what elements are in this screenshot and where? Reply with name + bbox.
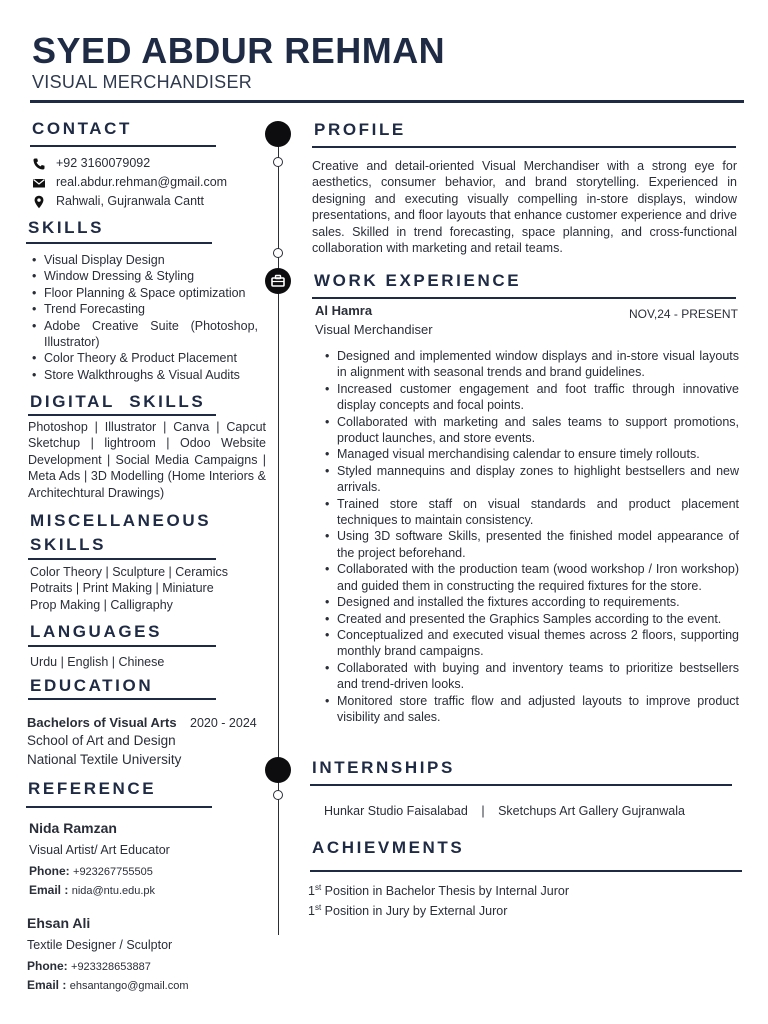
contact-location (32, 192, 227, 211)
timeline-dot-profile (265, 121, 291, 147)
internship-separator: | (481, 804, 485, 818)
reference-name: Nida Ramzan (29, 820, 117, 836)
contact-phone (32, 154, 227, 173)
header-divider (30, 100, 744, 103)
email-label: Email : (29, 883, 69, 897)
list-item: • Styled mannequins and display zones to highlight bestsellers and new arrivals. (323, 463, 739, 496)
timeline-dot-internships (265, 757, 291, 783)
list-item: • Monitored store traffic flow and adjusted layouts to improve product visibility and sales. (323, 693, 739, 726)
achievements-list (308, 880, 569, 919)
internships-heading: INTERNSHIPS (312, 758, 455, 777)
reference-email-address[interactable]: ehsantango@gmail.com (69, 980, 189, 992)
contact-email (32, 173, 227, 192)
internship-item: Hunkar Studio Faisalabad (324, 804, 468, 818)
misc-skills-divider (28, 558, 216, 560)
phone-icon (32, 157, 46, 171)
achievement-item: 1st Position in Bachelor Thesis by Internal Juror (308, 883, 569, 899)
reference-role: Visual Artist/ Art Educator (29, 843, 170, 857)
list-item: • Store Walkthroughs & Visual Audits (30, 367, 258, 383)
languages-heading: LANGUAGES (30, 622, 163, 641)
list-item: • Increased customer engagement and foot traffic through innovative display concepts and focal points. (323, 381, 739, 414)
list-item: • Floor Planning & Space optimization (30, 285, 258, 301)
reference-email (29, 883, 170, 897)
job-dates: NOV,24 - PRESENT (629, 307, 738, 321)
list-item: • Color Theory & Product Placement (30, 350, 258, 366)
skills-list (30, 252, 258, 383)
reference-divider (26, 806, 212, 808)
reference-role: Textile Designer / Sculptor (27, 938, 173, 952)
list-item: • Collaborated with buying and inventory teams to prioritize bestsellers and trend-driven looks. (323, 660, 739, 693)
work-experience-divider (312, 297, 736, 299)
timeline-ring (273, 790, 283, 800)
internship-item: Sketchups Art Gallery Gujranwala (498, 804, 685, 818)
timeline-ring (273, 157, 283, 167)
list-item: • Created and presented the Graphics Samples according to the event. (323, 611, 739, 627)
email-label: Email : (27, 978, 67, 992)
list-item: • Collaborated with marketing and sales teams to support promotions, product launches, and store events. (323, 414, 739, 447)
languages-divider (28, 645, 216, 647)
education-divider (28, 698, 216, 700)
education-university: National Textile University (27, 752, 182, 767)
list-item: • Designed and implemented window displays and in-store visual layouts in alignment with seasonal trends and brand guidelines. (323, 348, 739, 381)
list-item: • Adobe Creative Suite (Photoshop, Illustrator) (30, 318, 258, 351)
work-experience-heading: WORK EXPERIENCE (314, 271, 522, 290)
phone-label: Phone: (29, 864, 70, 878)
list-item: • Trained store staff on visual standards and product placement techniques to maintain consistency. (323, 496, 739, 529)
job-position: Visual Merchandiser (315, 322, 433, 337)
company-name: Al Hamra (315, 303, 373, 318)
profile-divider (312, 146, 736, 148)
languages-text: Urdu | English | Chinese (30, 655, 165, 669)
reference-phone (27, 959, 189, 973)
list-item: • Window Dressing & Styling (30, 268, 258, 284)
achievements-divider (310, 870, 742, 872)
profile-heading: PROFILE (314, 120, 406, 139)
reference-card (27, 915, 189, 992)
education-years: 2020 - 2024 (190, 716, 257, 730)
reference-email-address[interactable]: nida@ntu.edu.pk (71, 885, 156, 897)
candidate-title: VISUAL MERCHANDISER (32, 72, 253, 92)
reference-phone-number[interactable]: +923267755505 (73, 866, 153, 878)
email-icon (32, 176, 46, 190)
reference-phone-number[interactable]: +923328653887 (71, 961, 151, 973)
phone-label: Phone: (27, 959, 68, 973)
timeline-ring (273, 248, 283, 258)
list-item: • Trend Forecasting (30, 301, 258, 317)
contact-list (32, 154, 227, 211)
education-school: School of Art and Design (27, 733, 176, 748)
internships-list (324, 804, 685, 818)
contact-heading: CONTACT (32, 119, 133, 138)
misc-skills-heading-line2: SKILLS (30, 535, 107, 554)
reference-card (29, 820, 170, 897)
list-item: • Designed and installed the fixtures according to requirements. (323, 594, 739, 610)
list-item: • Conceptualized and executed visual themes across 2 floors, supporting monthly brand campaigns. (323, 627, 739, 660)
skills-divider (26, 242, 212, 244)
education-degree: Bachelors of Visual Arts (27, 715, 177, 730)
list-item: • Using 3D software Skills, presented the finished model appearance of the project beforehand. (323, 528, 739, 561)
misc-skills-text: Color Theory | Sculpture | Ceramics Potraits | Print Making | Miniature Prop Making | Calligraphy (30, 565, 228, 612)
contact-location-text: Rahwali, Gujranwala Cantt (56, 194, 204, 209)
contact-phone-text[interactable]: +92 3160079092 (56, 156, 151, 171)
list-item: • Managed visual merchandising calendar to ensure timely rollouts. (323, 446, 739, 462)
achievements-heading: ACHIEVMENTS (312, 838, 465, 857)
experience-bullets (323, 348, 739, 725)
reference-heading: REFERENCE (28, 779, 157, 798)
profile-text: Creative and detail-oriented Visual Merchandiser with a strong eye for aesthetics, consumer behavior, and brand storytelling. Experienced in designing and executing visually compelling in-store displays, window presentations, and floor layouts that enhance customer experience and drive sales. Skilled in trend forecasting, space planning, and cross-functional collaboration with marketing and retail teams. (312, 159, 737, 256)
list-item: • Collaborated with the production team (wood workshop / Iron workshop) and guided them in constructing the required fixtures for the store. (323, 561, 739, 594)
digital-skills-text: Photoshop | Illustrator | Canva | Capcut Sketchup | lightroom | Odoo Website Development | Social Media Campaigns | Meta Ads | 3D Modelling (Home Interiors & Architechtural Drawings) (28, 420, 266, 500)
reference-phone (29, 864, 170, 878)
digital-skills-heading: DIGITAL SKILLS (30, 392, 206, 411)
contact-divider (30, 145, 216, 147)
education-heading: EDUCATION (30, 676, 154, 695)
digital-skills-divider (28, 414, 216, 416)
briefcase-icon (265, 268, 291, 294)
reference-email (27, 978, 189, 992)
list-item: • Visual Display Design (30, 252, 258, 268)
skills-heading: SKILLS (28, 218, 105, 237)
location-icon (32, 195, 46, 209)
contact-email-text[interactable]: real.abdur.rehman@gmail.com (56, 175, 228, 190)
internships-divider (310, 784, 732, 786)
misc-skills-heading-line1: MISCELLANEOUS (30, 511, 212, 530)
reference-name: Ehsan Ali (27, 915, 91, 931)
achievement-item: 1st Position in Jury by External Juror (308, 902, 508, 918)
candidate-name: SYED ABDUR REHMAN (32, 30, 446, 71)
